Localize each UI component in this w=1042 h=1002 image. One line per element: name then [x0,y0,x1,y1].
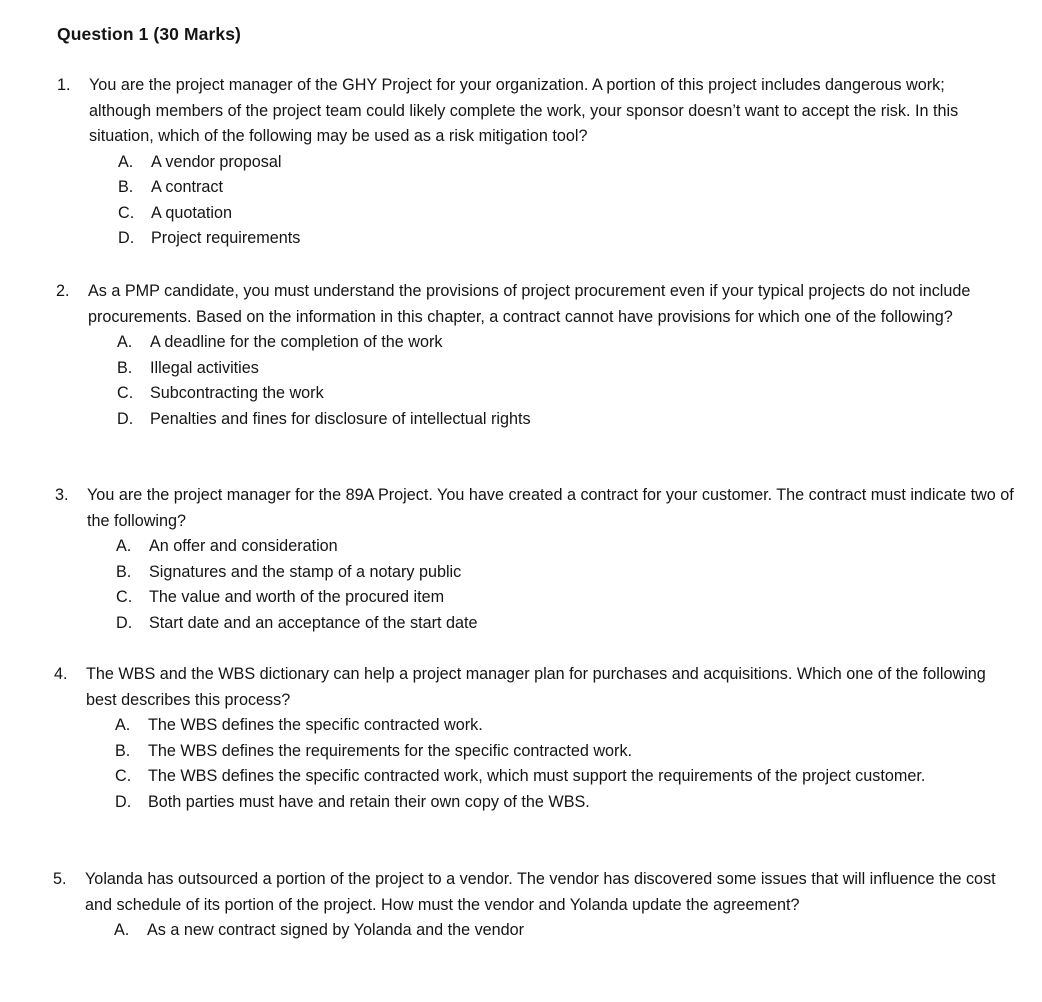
option-text: Subcontracting the work [150,384,324,402]
option-text: Penalties and fines for disclosure of intellectual rights [150,409,531,428]
option-b [116,560,1015,586]
question-number: 2. [56,282,70,300]
question-4 [54,662,1014,815]
question-1 [57,73,1002,252]
option-text: A contract [151,178,223,196]
question-number: 3. [55,486,69,504]
option-letter: D. [117,409,134,428]
option-c [116,585,1015,611]
question-stem: As a PMP candidate, you must understand the provisions of project procurement even if your typical projects do not include procurements. Based on the information in this chapter, a contract cannot have provisions for which one of the following? [88,282,971,326]
question-2 [56,279,1016,432]
option-letter: D. [118,229,135,247]
option-c [115,764,1014,790]
question-3 [55,483,1015,636]
answer-options [118,150,1002,252]
question-number: 1. [57,76,71,94]
option-a [118,150,1002,176]
option-a [114,918,1013,944]
option-letter: C. [116,588,133,606]
option-text: The value and worth of the procured item [149,588,445,606]
option-text: Signatures and the stamp of a notary public [149,562,462,581]
option-letter: A. [118,152,134,171]
option-a [117,330,1016,356]
answer-options [116,534,1015,636]
option-text: Both parties must have and retain their own copy of the WBS. [148,792,590,811]
option-letter: A. [115,716,131,734]
option-text: A quotation [151,203,233,222]
option-b [115,739,1014,765]
option-c [117,381,1016,407]
question-stem: The WBS and the WBS dictionary can help a project manager plan for purchases and acquisitions. Which one of the following best describes this process? [86,665,986,709]
question-stem: Yolanda has outsourced a portion of the project to a vendor. The vendor has discovered some issues that will influence the cost and schedule of its portion of the project. How must the vendor and Yolanda update the agreement? [85,870,996,914]
option-letter: C. [118,203,135,222]
option-letter: A. [116,537,132,555]
option-b [118,175,1002,201]
option-letter: C. [117,384,134,402]
option-letter: B. [117,358,133,377]
option-text: An offer and consideration [149,537,338,555]
question-stem: You are the project manager of the GHY Project for your organization. A portion of this project includes dangerous work; although members of the project team could likely complete the work, your sponsor doesn’t want to accept the risk. In this situation, which of the following may be used as a risk mitigation tool? [89,76,959,145]
option-d [117,407,1016,433]
option-text: As a new contract signed by Yolanda and the vendor [147,921,525,939]
option-d [118,226,1002,252]
option-letter: B. [116,562,132,581]
question-5 [53,867,1013,944]
answer-options [114,918,1013,944]
option-letter: C. [115,767,132,785]
question-number: 5. [53,870,67,888]
option-text: Project requirements [151,229,301,247]
option-text: The WBS defines the requirements for the specific contracted work. [148,741,633,760]
option-a [115,713,1014,739]
option-b [117,356,1016,382]
option-text: A deadline for the completion of the work [150,333,443,351]
option-c [118,201,1002,227]
option-letter: A. [114,921,130,939]
page-heading: Question 1 (30 Marks) [57,24,241,44]
option-text: A vendor proposal [151,152,282,171]
question-number: 4. [54,665,68,683]
answer-options [115,713,1014,815]
option-letter: D. [116,613,133,632]
option-text: The WBS defines the specific contracted work. [148,716,483,734]
answer-options [117,330,1016,432]
option-letter: B. [115,741,131,760]
option-d [115,790,1014,816]
option-text: Start date and an acceptance of the start date [149,613,478,632]
option-letter: A. [117,333,133,351]
question-stem: You are the project manager for the 89A Project. You have created a contract for your customer. The contract must indicate two of the following? [87,486,1014,530]
option-letter: B. [118,178,134,196]
option-text: The WBS defines the specific contracted work, which must support the requirements of the project customer. [148,767,926,785]
option-text: Illegal activities [150,358,259,377]
option-d [116,611,1015,637]
option-letter: D. [115,792,132,811]
option-a [116,534,1015,560]
